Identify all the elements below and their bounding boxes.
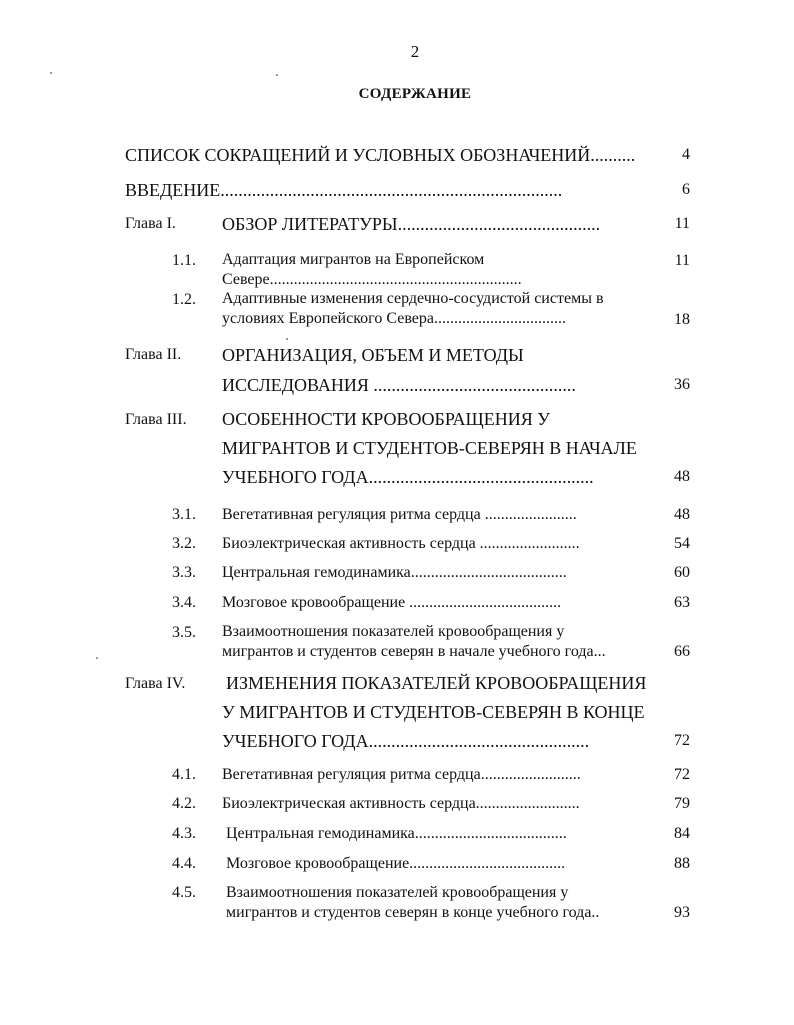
toc-page-abbreviations: 4 <box>682 146 690 163</box>
chapter-2-page: 36 <box>674 376 690 393</box>
section-1-2-number: 1.2. <box>172 291 196 308</box>
section-4-2-page: 79 <box>674 795 690 812</box>
toc-entry-abbreviations: СПИСОК СОКРАЩЕНИЙ И УСЛОВНЫХ ОБОЗНАЧЕНИЙ.......... <box>125 145 636 165</box>
scan-speck <box>96 657 98 659</box>
section-3-2-number: 3.2. <box>172 535 196 552</box>
section-3-3-title: Центральная гемодинамика....................................... <box>222 564 567 581</box>
chapter-3-label: Глава III. <box>125 411 187 428</box>
section-3-1-title: Вегетативная регуляция ритма сердца ....................... <box>222 506 577 523</box>
section-3-5-number: 3.5. <box>172 624 196 641</box>
chapter-1-title: ОБЗОР ЛИТЕРАТУРЫ............................................. <box>222 214 601 234</box>
section-1-1-title-cont: Севере............................................................... <box>222 271 522 288</box>
chapter-3-title-cont2: УЧЕБНОГО ГОДА.................................................. <box>222 467 594 487</box>
section-3-4-title: Мозговое кровообращение ...................................... <box>222 594 562 611</box>
chapter-4-title: ИЗМЕНЕНИЯ ПОКАЗАТЕЛЕЙ КРОВООБРАЩЕНИЯ <box>226 673 647 693</box>
toc-title: СОДЕРЖАНИЕ <box>358 86 472 102</box>
chapter-4-page: 72 <box>674 732 690 749</box>
chapter-2-title: ОРГАНИЗАЦИЯ, ОБЪЕМ И МЕТОДЫ <box>222 345 524 365</box>
section-3-2-title: Биоэлектрическая активность сердца ......................... <box>222 535 580 552</box>
section-4-1-page: 72 <box>674 766 690 783</box>
section-4-2-title: Биоэлектрическая активность сердца.......................... <box>222 795 580 812</box>
section-4-4-page: 88 <box>674 855 690 872</box>
section-3-1-page: 48 <box>674 506 690 523</box>
scan-speck <box>276 74 278 76</box>
section-4-5-title: Взаимоотношения показателей кровообращения у <box>226 884 569 901</box>
section-1-2-title-cont: условиях Европейского Севера................................. <box>222 310 566 327</box>
section-3-4-number: 3.4. <box>172 594 196 611</box>
toc-entry-introduction: ВВЕДЕНИЕ............................................................................ <box>125 180 563 200</box>
scan-speck <box>286 338 288 340</box>
section-3-5-title: Взаимоотношения показателей кровообращения у <box>222 623 565 640</box>
toc-page-introduction: 6 <box>682 181 690 198</box>
chapter-4-title-cont2: УЧЕБНОГО ГОДА................................................. <box>222 731 590 751</box>
section-3-5-title-cont: мигрантов и студентов северян в начале учебного года... <box>222 643 606 660</box>
section-4-4-title: Мозговое кровообращение....................................... <box>226 855 566 872</box>
chapter-4-title-cont: У МИГРАНТОВ И СТУДЕНТОВ-СЕВЕРЯН В КОНЦЕ <box>222 702 645 722</box>
chapter-4-label: Глава IV. <box>125 675 186 692</box>
chapter-1-label: Глава I. <box>125 215 176 232</box>
section-4-1-title: Вегетативная регуляция ритма сердца......................... <box>222 766 581 783</box>
chapter-3-title: ОСОБЕННОСТИ КРОВООБРАЩЕНИЯ У <box>222 409 550 429</box>
page-number: 2 <box>410 42 420 61</box>
section-1-2-title: Адаптивные изменения сердечно-сосудистой системы в <box>222 290 604 307</box>
section-4-3-title: Центральная гемодинамика...................................... <box>226 825 567 842</box>
section-1-2-page: 18 <box>674 311 690 328</box>
section-3-3-number: 3.3. <box>172 564 196 581</box>
section-4-4-number: 4.4. <box>172 855 196 872</box>
section-4-5-number: 4.5. <box>172 884 196 901</box>
chapter-2-title-cont: ИССЛЕДОВАНИЯ ............................................. <box>222 375 576 395</box>
scan-speck <box>50 72 52 74</box>
section-4-3-number: 4.3. <box>172 825 196 842</box>
section-4-2-number: 4.2. <box>172 795 196 812</box>
chapter-1-page: 11 <box>674 215 690 232</box>
section-3-2-page: 54 <box>674 535 690 552</box>
section-3-3-page: 60 <box>674 564 690 581</box>
section-3-4-page: 63 <box>674 594 690 611</box>
section-4-3-page: 84 <box>674 825 690 842</box>
chapter-3-page: 48 <box>674 468 690 485</box>
section-4-5-page: 93 <box>674 904 690 921</box>
section-3-5-page: 66 <box>674 643 690 660</box>
section-4-1-number: 4.1. <box>172 766 196 783</box>
chapter-3-title-cont: МИГРАНТОВ И СТУДЕНТОВ-СЕВЕРЯН В НАЧАЛЕ <box>222 438 637 458</box>
section-3-1-number: 3.1. <box>172 506 196 523</box>
chapter-2-label: Глава II. <box>125 346 182 363</box>
section-1-1-page: 11 <box>674 252 690 269</box>
section-4-5-title-cont: мигрантов и студентов северян в конце учебного года.. <box>226 904 600 921</box>
section-1-1-title: Адаптация мигрантов на Европейском <box>222 251 485 268</box>
section-1-1-number: 1.1. <box>172 252 196 269</box>
